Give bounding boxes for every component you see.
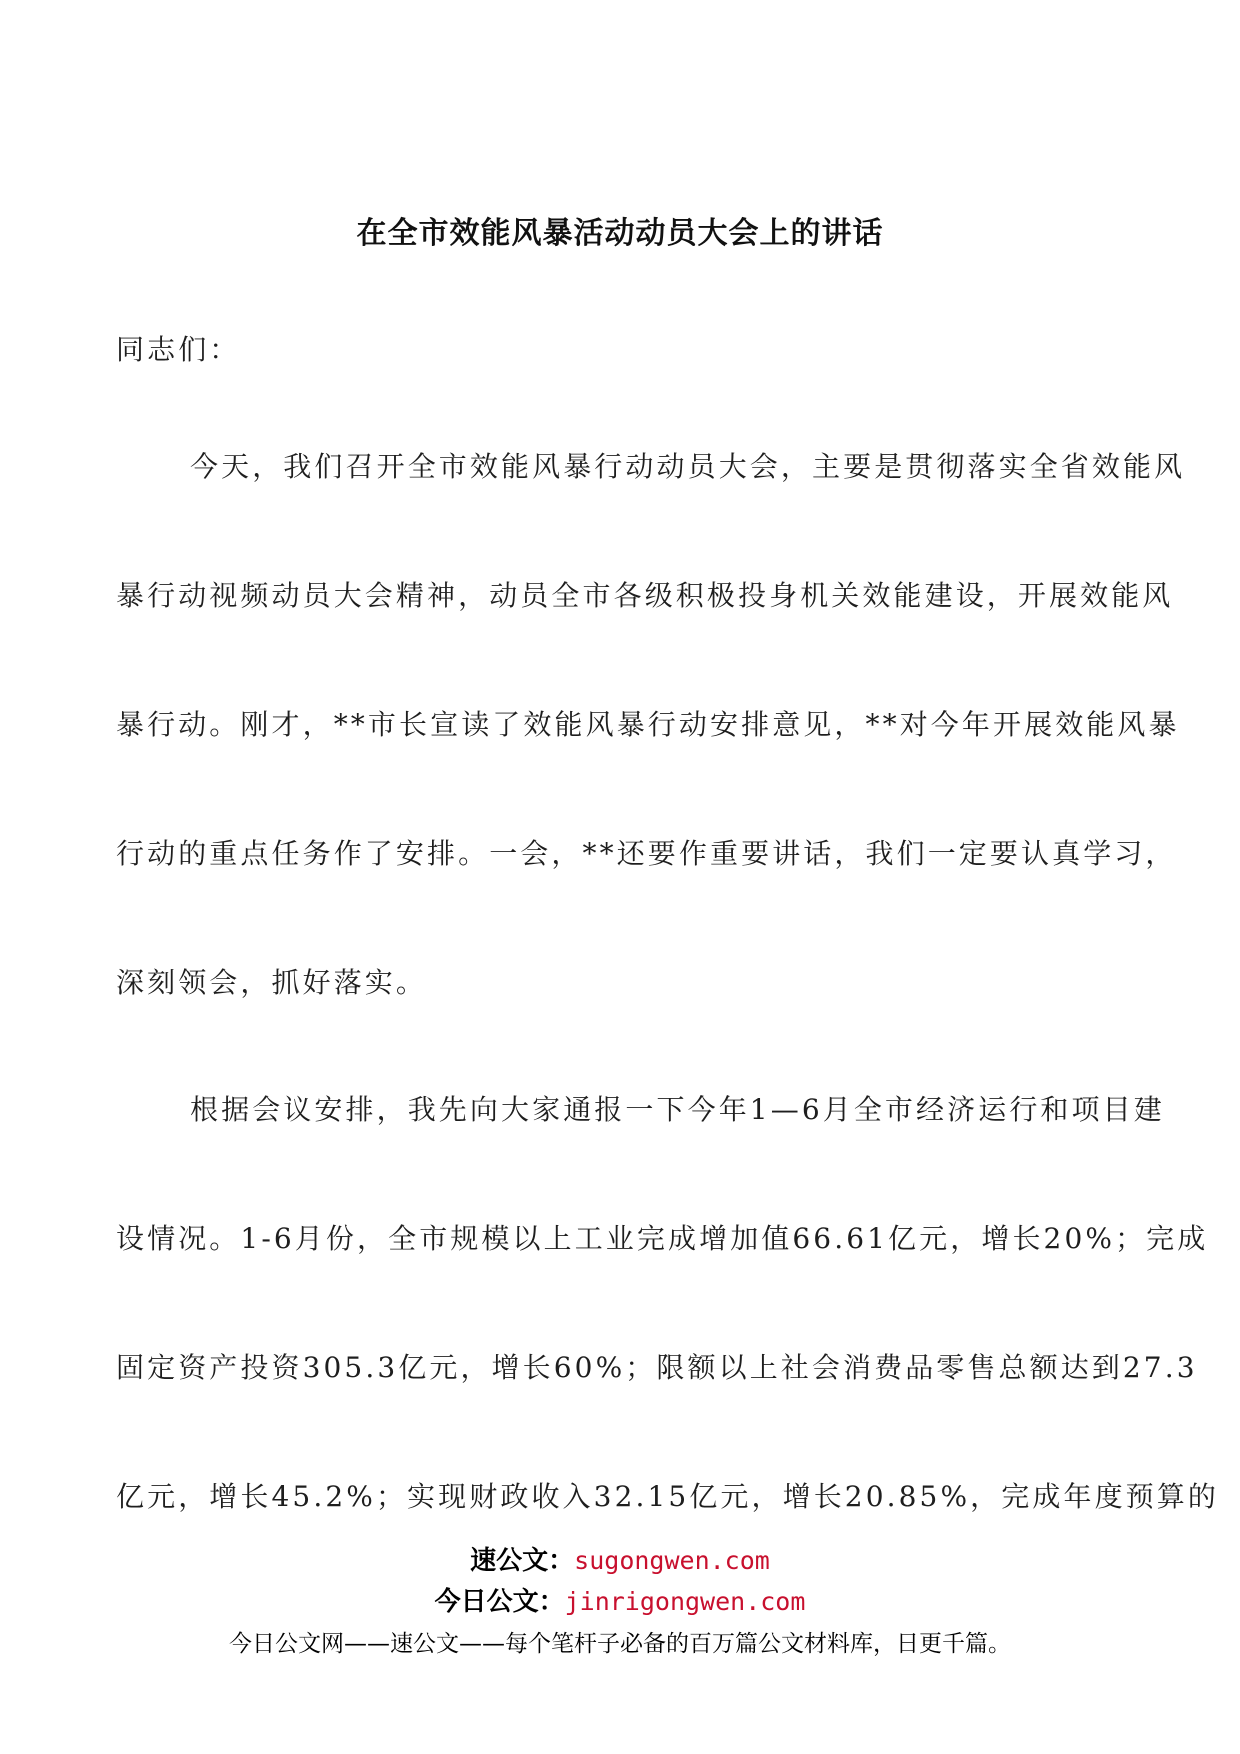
footer-jinrigongwen-link[interactable]: jinrigongwen.com <box>564 1587 806 1616</box>
footer-sugongwen-label: 速公文： <box>470 1546 575 1576</box>
paragraph-1-line-1: 今天，我们召开全市效能风暴行动动员大会，主要是贯彻落实全省效能风 <box>190 450 1186 483</box>
paragraph-2-line-1: 根据会议安排，我先向大家通报一下今年1—6月全市经济运行和项目建 <box>190 1093 1165 1126</box>
footer-tagline: 今日公文网——速公文——每个笔杆子必备的百万篇公文材料库，日更千篇。 <box>229 1631 1011 1657</box>
paragraph-2-line-3: 固定资产投资305.3亿元，增长60%；限额以上社会消费品零售总额达到27.3 <box>116 1351 1198 1384</box>
paragraph-2-line-4: 亿元，增长45.2%；实现财政收入32.15亿元，增长20.85%，完成年度预算的 <box>116 1480 1219 1513</box>
paragraph-1-line-4: 行动的重点任务作了安排。一会，**还要作重要讲话，我们一定要认真学习， <box>116 837 1177 870</box>
paragraph-1-line-2: 暴行动视频动员大会精神，动员全市各级积极投身机关效能建设，开展效能风 <box>116 579 1174 612</box>
footer-jinrigongwen-label: 今日公文： <box>434 1587 565 1617</box>
paragraph-2-line-2: 设情况。1-6月份，全市规模以上工业完成增加值66.61亿元，增长20%；完成 <box>116 1222 1209 1255</box>
document-title: 在全市效能风暴活动动员大会上的讲话 <box>356 216 884 251</box>
footer-sugongwen-link[interactable]: sugongwen.com <box>574 1546 770 1575</box>
salutation: 同志们： <box>116 333 241 366</box>
paragraph-1-line-5: 深刻领会，抓好落实。 <box>116 966 428 999</box>
footer-sugongwen <box>0 1544 1240 1578</box>
footer-jinrigongwen <box>0 1585 1240 1619</box>
paragraph-1-line-3: 暴行动。刚才，**市长宣读了效能风暴行动安排意见，**对今年开展效能风暴 <box>116 708 1180 741</box>
